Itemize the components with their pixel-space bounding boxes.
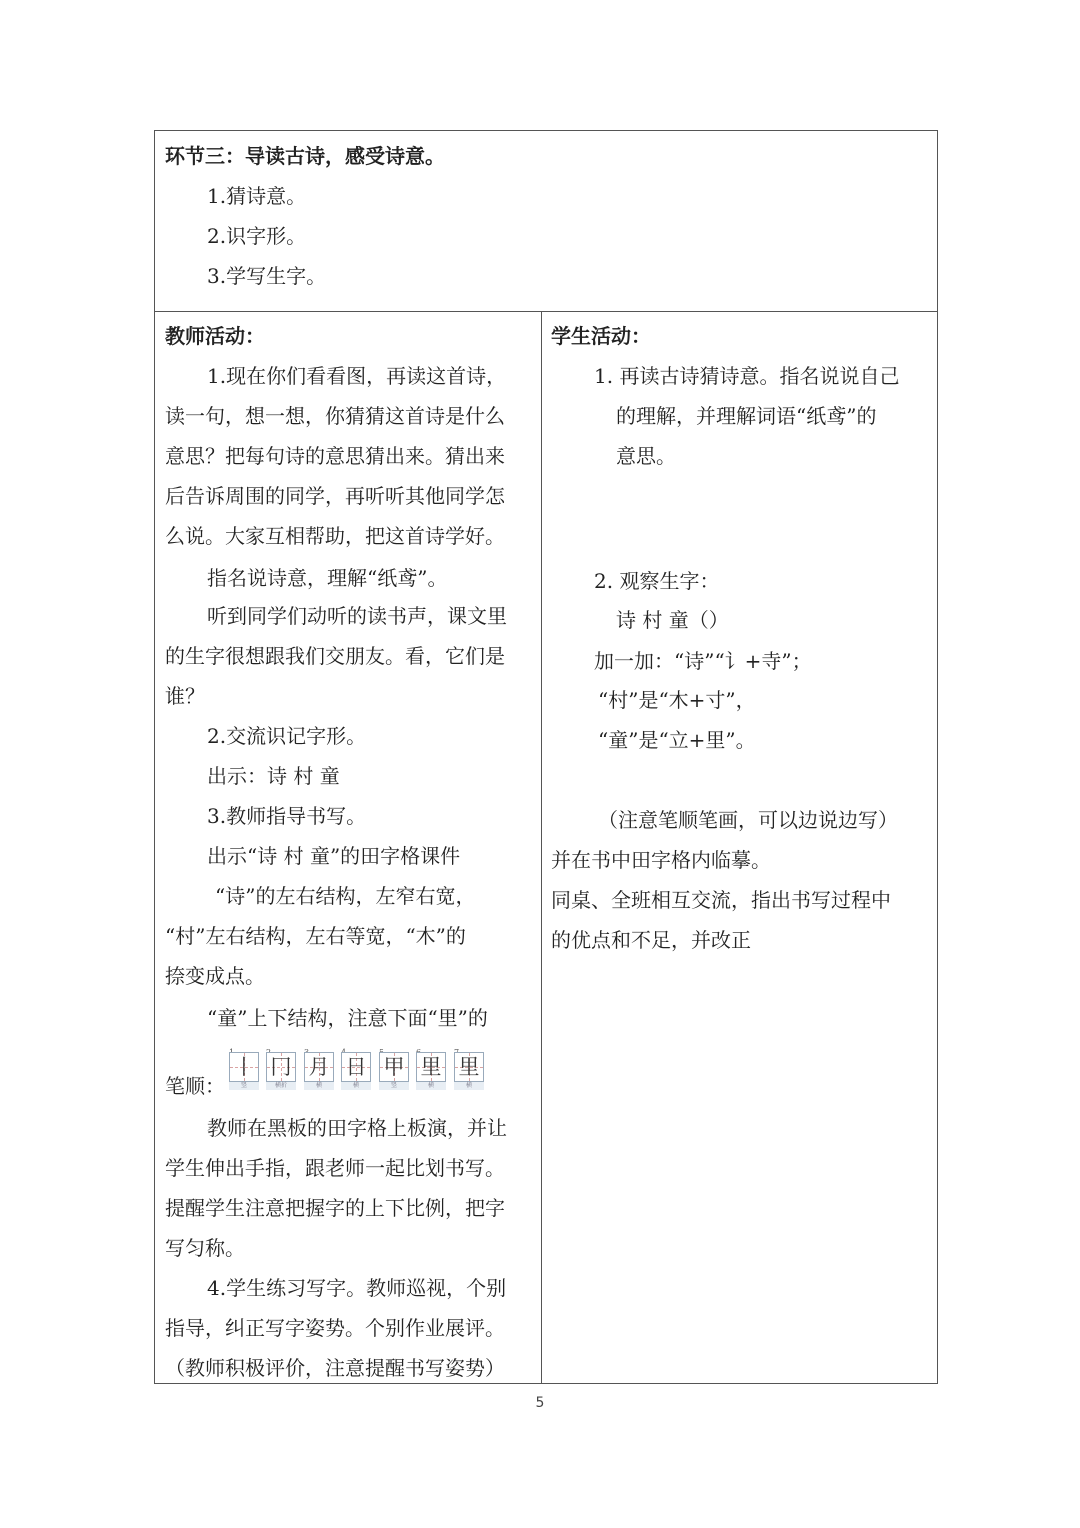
student-line: 的优点和不足，并改正 [551, 928, 751, 952]
student-line: 2. 观察生字： [594, 569, 720, 593]
stroke-step [416, 1049, 448, 1091]
student-line: 诗 村 童（） [616, 608, 729, 632]
teacher-line: （教师积极评价，注意提醒书写姿势） [165, 1356, 505, 1380]
teacher-line: 听到同学们动听的读书声，课文里 [207, 604, 507, 628]
teacher-heading: 教师活动： [165, 324, 265, 348]
stroke-step-glyph: 丨 [233, 1055, 255, 1079]
teacher-line: 出示“诗 村 童”的田字格课件 [207, 844, 461, 868]
column-divider [541, 312, 542, 1384]
stroke-step-label: 竖 [379, 1082, 409, 1090]
teacher-line: 指导，纠正写字姿势。个别作业展评。 [165, 1316, 505, 1340]
stroke-step-glyph: 里 [420, 1055, 442, 1079]
section-title: 环节三：导读古诗，感受诗意。 [165, 144, 445, 168]
teacher-line: 谁？ [165, 684, 205, 708]
teacher-line: 后告诉周围的同学，再听听其他同学怎 [165, 484, 505, 508]
section-item: 1.猜诗意。 [207, 184, 307, 208]
stroke-step [229, 1049, 261, 1091]
teacher-line: “诗”的左右结构，左窄右宽， [215, 884, 476, 908]
stroke-step [266, 1049, 298, 1091]
student-line: 加一加：“诗”“讠+寺”； [594, 649, 812, 673]
teacher-line: 学生伸出手指，跟老师一起比划书写。 [165, 1156, 505, 1180]
page-number: 5 [535, 1395, 545, 1411]
teacher-line: 读一句，想一想，你猜猜这首诗是什么 [165, 404, 505, 428]
teacher-line: 捺变成点。 [165, 964, 265, 988]
teacher-line: 3.教师指导书写。 [207, 804, 367, 828]
student-heading: 学生活动： [551, 324, 651, 348]
stroke-step-glyph: 月 [308, 1055, 330, 1079]
teacher-line: 笔顺： [165, 1074, 225, 1098]
student-line: 同桌、全班相互交流，指出书写过程中 [551, 888, 891, 912]
teacher-line: 么说。大家互相帮助，把这首诗学好。 [165, 524, 505, 548]
student-line: “村”是“木+寸”， [598, 688, 756, 712]
stroke-step [304, 1049, 336, 1091]
teacher-line: 2.交流识记字形。 [207, 724, 367, 748]
section-item: 2.识字形。 [207, 224, 307, 248]
teacher-line: 1.现在你们看看图，再读这首诗， [207, 364, 507, 388]
student-line: “童”是“立+里”。 [598, 728, 756, 752]
stroke-step-glyph: 里 [458, 1055, 480, 1079]
student-line: 意思。 [616, 444, 676, 468]
teacher-line: 的生字很想跟我们交朋友。看，它们是 [165, 644, 505, 668]
stroke-step [454, 1049, 486, 1091]
stroke-step-glyph: 冂 [270, 1055, 292, 1079]
student-line: 1. 再读古诗猜诗意。指名说说自己 [594, 364, 900, 388]
teacher-line: “童”上下结构，注意下面“里”的 [207, 1006, 488, 1030]
stroke-step-label: 横 [341, 1082, 371, 1090]
teacher-line: 4.学生练习写字。教师巡视，个别 [207, 1276, 507, 1300]
teacher-line: 意思？把每句诗的意思猜出来。猜出来 [165, 444, 505, 468]
stroke-step-label: 横 [416, 1082, 446, 1090]
section-item: 3.学写生字。 [207, 264, 327, 288]
teacher-line: 提醒学生注意把握字的上下比例，把字 [165, 1196, 505, 1220]
teacher-line: 出示：诗 村 童 [207, 764, 340, 788]
teacher-line: 教师在黑板的田字格上板演，并让 [207, 1116, 507, 1140]
student-line: （注意笔顺笔画，可以边说边写） [598, 808, 898, 832]
stroke-step-glyph: 日 [345, 1055, 367, 1079]
stroke-step-label: 横折 [266, 1082, 296, 1090]
student-line: 的理解，并理解词语“纸鸢”的 [616, 404, 877, 428]
stroke-step [379, 1049, 411, 1091]
student-line: 并在书中田字格内临摹。 [551, 848, 771, 872]
teacher-line: 指名说诗意，理解“纸鸢”。 [207, 566, 448, 590]
stroke-step-label: 竖 [229, 1082, 259, 1090]
stroke-step-label: 横 [304, 1082, 334, 1090]
stroke-step-label: 横 [454, 1082, 484, 1090]
teacher-line: 写匀称。 [165, 1236, 245, 1260]
stroke-step-glyph: 甲 [383, 1055, 405, 1079]
stroke-step [341, 1049, 373, 1091]
teacher-line: “村”左右结构，左右等宽，“木”的 [165, 924, 466, 948]
